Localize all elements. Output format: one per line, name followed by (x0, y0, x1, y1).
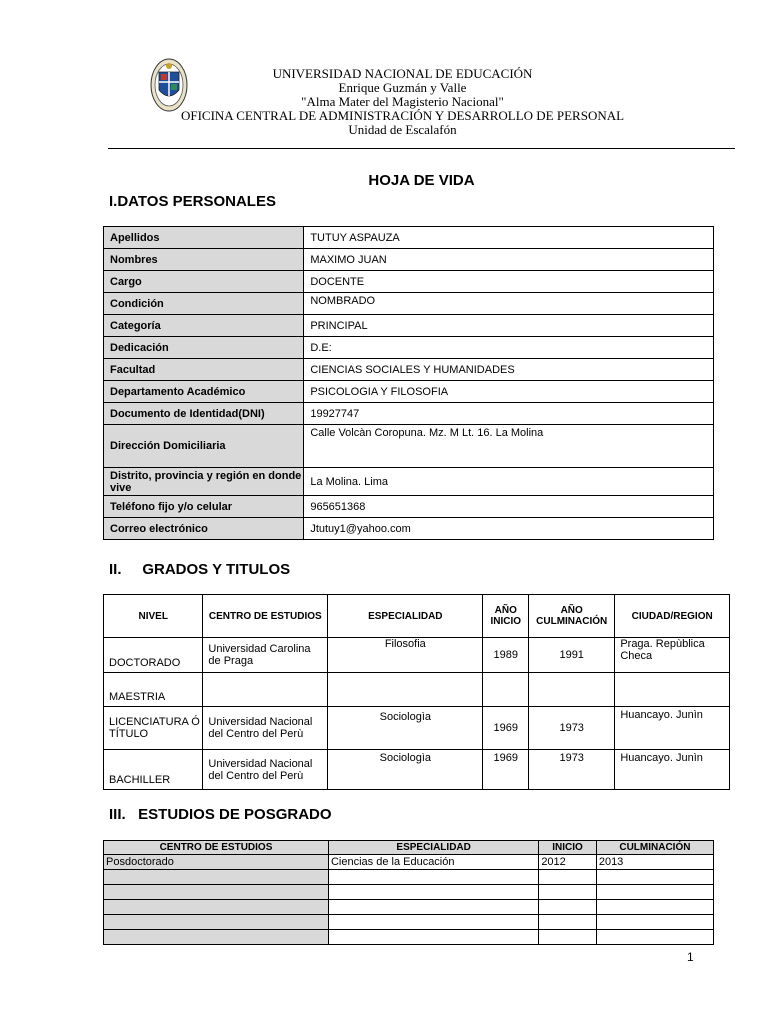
column-header: ESPECIALIDAD (328, 595, 483, 638)
field-label: Facultad (104, 359, 304, 381)
inicio-cell (483, 673, 529, 707)
especialidad-cell: Sociologìa (328, 750, 483, 790)
table-row (104, 915, 714, 930)
inicio-cell (539, 915, 597, 930)
inicio-cell: 1969 (483, 750, 529, 790)
column-header: CENTRO DE ESTUDIOS (104, 841, 329, 855)
column-header: AÑO INICIO (483, 595, 529, 638)
column-header: ESPECIALIDAD (328, 841, 538, 855)
table-row (104, 855, 714, 870)
inicio-cell: 2012 (539, 855, 597, 870)
inicio-cell: 1989 (483, 638, 529, 673)
nivel-cell: MAESTRIA (104, 673, 203, 707)
especialidad-cell (328, 885, 538, 900)
field-value: CIENCIAS SOCIALES Y HUMANIDADES (304, 359, 714, 381)
personal-row (104, 293, 714, 315)
field-label: Correo electrónico (104, 518, 304, 540)
personal-row (104, 468, 714, 496)
culminacion-cell (596, 900, 713, 915)
university-founder: Enrique Guzmán y Valle (338, 80, 467, 95)
field-value: Jtutuy1@yahoo.com (304, 518, 714, 540)
section-personal-heading: I.DATOS PERSONALES (109, 193, 276, 210)
personal-row (104, 403, 714, 425)
especialidad-cell (328, 673, 483, 707)
section-posgrado-heading: III. ESTUDIOS DE POSGRADO (109, 806, 332, 823)
document-title: HOJA DE VIDA (368, 172, 475, 189)
field-value: MAXIMO JUAN (304, 249, 714, 271)
personal-row (104, 315, 714, 337)
university-name: UNIVERSIDAD NACIONAL DE EDUCACIÓN (272, 66, 533, 81)
table-row (104, 750, 730, 790)
table-row (104, 930, 714, 945)
field-value: 965651368 (304, 496, 714, 518)
nivel-cell: DOCTORADO (104, 638, 203, 673)
especialidad-cell: Sociologìa (328, 707, 483, 750)
inicio-cell (539, 900, 597, 915)
ciudad-cell (615, 673, 730, 707)
personal-row (104, 496, 714, 518)
personal-row (104, 337, 714, 359)
culminacion-cell (596, 870, 713, 885)
field-label: Apellidos (104, 227, 304, 249)
grados-header-row (104, 595, 730, 638)
table-row (104, 673, 730, 707)
especialidad-cell (328, 930, 538, 945)
culminacion-cell (596, 930, 713, 945)
centro-cell: Universidad Carolina de Praga (203, 638, 328, 673)
table-row (104, 707, 730, 750)
centro-cell (104, 930, 329, 945)
grados-table (103, 594, 730, 790)
centro-cell: Universidad Nacional del Centro del Perù (203, 750, 328, 790)
especialidad-cell: Filosofia (328, 638, 483, 673)
column-header: CULMINACIÓN (596, 841, 713, 855)
centro-cell (104, 885, 329, 900)
field-label: Dirección Domiciliaria (104, 425, 304, 468)
field-value: La Molina. Lima (304, 468, 714, 496)
centro-cell (203, 673, 328, 707)
field-label: Cargo (104, 271, 304, 293)
column-header: CIUDAD/REGION (615, 595, 730, 638)
inicio-cell (539, 870, 597, 885)
office-name: OFICINA CENTRAL DE ADMINISTRACIÓN Y DESARROLLO DE PERSONAL (180, 108, 625, 123)
personal-row (104, 271, 714, 293)
culminacion-cell (596, 885, 713, 900)
posgrado-table (103, 840, 714, 945)
section-grados-heading: II. GRADOS Y TITULOS (109, 561, 291, 578)
centro-cell: Universidad Nacional del Centro del Perù (203, 707, 328, 750)
field-label: Condición (104, 293, 304, 315)
personal-row (104, 249, 714, 271)
culminacion-cell: 1973 (529, 707, 615, 750)
personal-data-table (103, 226, 714, 540)
culminacion-cell: 1991 (529, 638, 615, 673)
especialidad-cell (328, 900, 538, 915)
field-label: Distrito, provincia y región en donde vive (104, 468, 304, 496)
table-row (104, 900, 714, 915)
personal-row (104, 381, 714, 403)
centro-cell (104, 915, 329, 930)
inicio-cell (539, 930, 597, 945)
nivel-cell: BACHILLER (104, 750, 203, 790)
especialidad-cell (328, 870, 538, 885)
field-value: TUTUY ASPAUZA (304, 227, 714, 249)
nivel-cell: LICENCIATURA Ó TÍTULO (104, 707, 203, 750)
field-label: Documento de Identidad(DNI) (104, 403, 304, 425)
field-value: NOMBRADO (304, 293, 714, 315)
field-value: PRINCIPAL (304, 315, 714, 337)
page-number: 1 (687, 950, 694, 964)
field-label: Categoría (104, 315, 304, 337)
personal-row (104, 518, 714, 540)
especialidad-cell: Ciencias de la Educación (328, 855, 538, 870)
field-label: Nombres (104, 249, 304, 271)
field-value: Calle Volcàn Coropuna. Mz. M Lt. 16. La Molina (304, 425, 714, 468)
culminacion-cell: 1973 (529, 750, 615, 790)
especialidad-cell (328, 915, 538, 930)
posgrado-header-row (104, 841, 714, 855)
column-header: CENTRO DE ESTUDIOS (203, 595, 328, 638)
personal-row (104, 359, 714, 381)
ciudad-cell: Huancayo. Junìn (615, 750, 730, 790)
field-value: D.E: (304, 337, 714, 359)
column-header: AÑO CULMINACIÓN (529, 595, 615, 638)
ciudad-cell: Huancayo. Junìn (615, 707, 730, 750)
university-motto: "Alma Mater del Magisterio Nacional" (301, 94, 504, 109)
inicio-cell: 1969 (483, 707, 529, 750)
personal-row (104, 425, 714, 468)
field-label: Teléfono fijo y/o celular (104, 496, 304, 518)
ciudad-cell: Praga. Repùblica Checa (615, 638, 730, 673)
column-header: INICIO (539, 841, 597, 855)
inicio-cell (539, 885, 597, 900)
centro-cell (104, 900, 329, 915)
centro-cell: Posdoctorado (104, 855, 329, 870)
header-divider (108, 148, 735, 149)
table-row (104, 638, 730, 673)
table-row (104, 885, 714, 900)
centro-cell (104, 870, 329, 885)
unit-name: Unidad de Escalafón (348, 122, 457, 137)
field-label: Dedicación (104, 337, 304, 359)
field-value: 19927747 (304, 403, 714, 425)
field-label: Departamento Académico (104, 381, 304, 403)
field-value: DOCENTE (304, 271, 714, 293)
field-value: PSICOLOGIA Y FILOSOFIA (304, 381, 714, 403)
culminacion-cell (596, 915, 713, 930)
personal-row (104, 227, 714, 249)
culminacion-cell (529, 673, 615, 707)
culminacion-cell: 2013 (596, 855, 713, 870)
table-row (104, 870, 714, 885)
column-header: NIVEL (104, 595, 203, 638)
